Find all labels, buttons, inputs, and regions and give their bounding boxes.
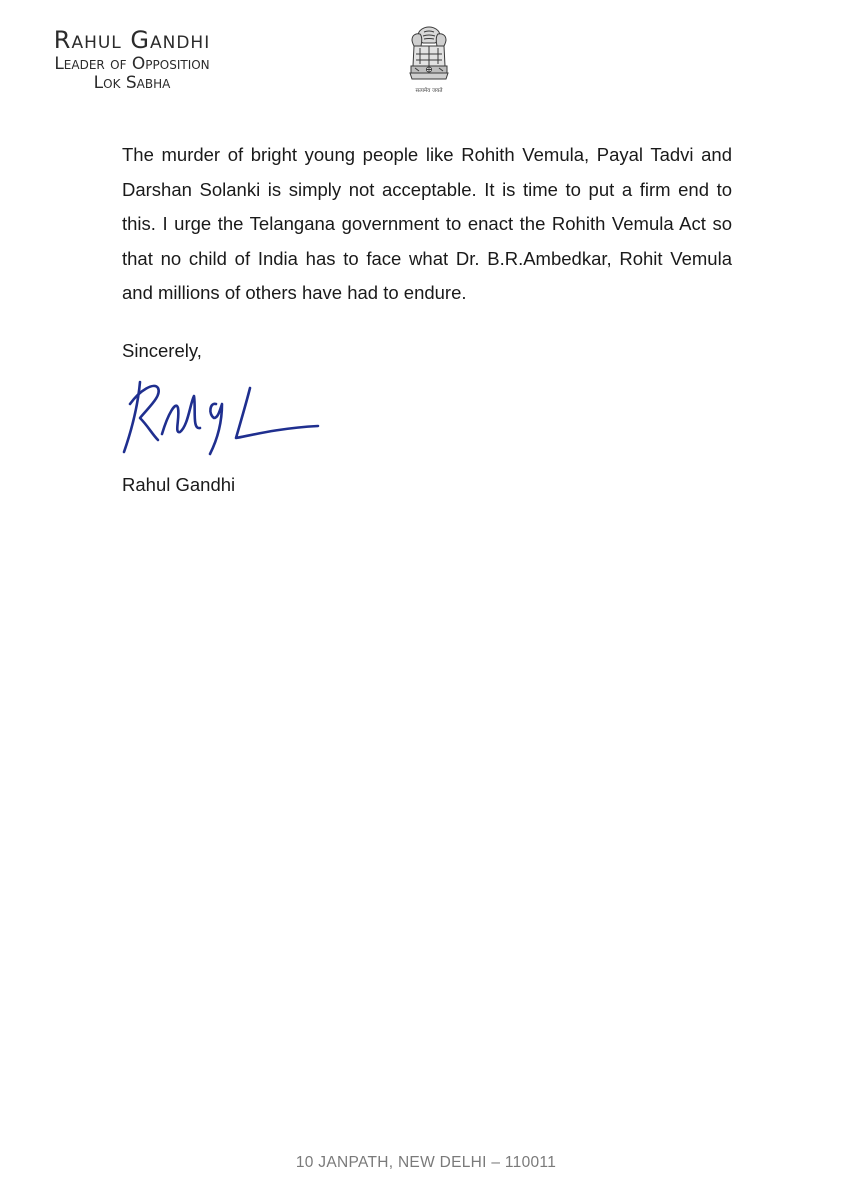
letterhead-title: Leader of Opposition	[54, 54, 210, 74]
emblem-motto: सत्यमेव जयते	[415, 88, 443, 94]
letterhead-name: Rahul Gandhi	[53, 26, 211, 54]
handwritten-signature	[118, 374, 328, 464]
signer-name: Rahul Gandhi	[122, 474, 236, 495]
letter-body: The murder of bright young people like Rohith Vemula, Payal Tadvi and Darshan Solanki is simply not acceptable. It is time to put a firm end to this. I urge the Telangana government to enact the Rohith Vemula Act so that no child of India has to face what Dr. B.R.Ambedkar, Rohit Vemula and millions of others have had to endure.	[122, 144, 732, 304]
national-emblem-icon	[404, 24, 454, 100]
footer-address: 10 JANPATH, NEW DELHI – 110011	[295, 1154, 557, 1171]
letter-closing: Sincerely,	[122, 340, 202, 361]
letterhead-house: Lok Sabha	[93, 73, 171, 93]
letterhead	[32, 28, 232, 92]
